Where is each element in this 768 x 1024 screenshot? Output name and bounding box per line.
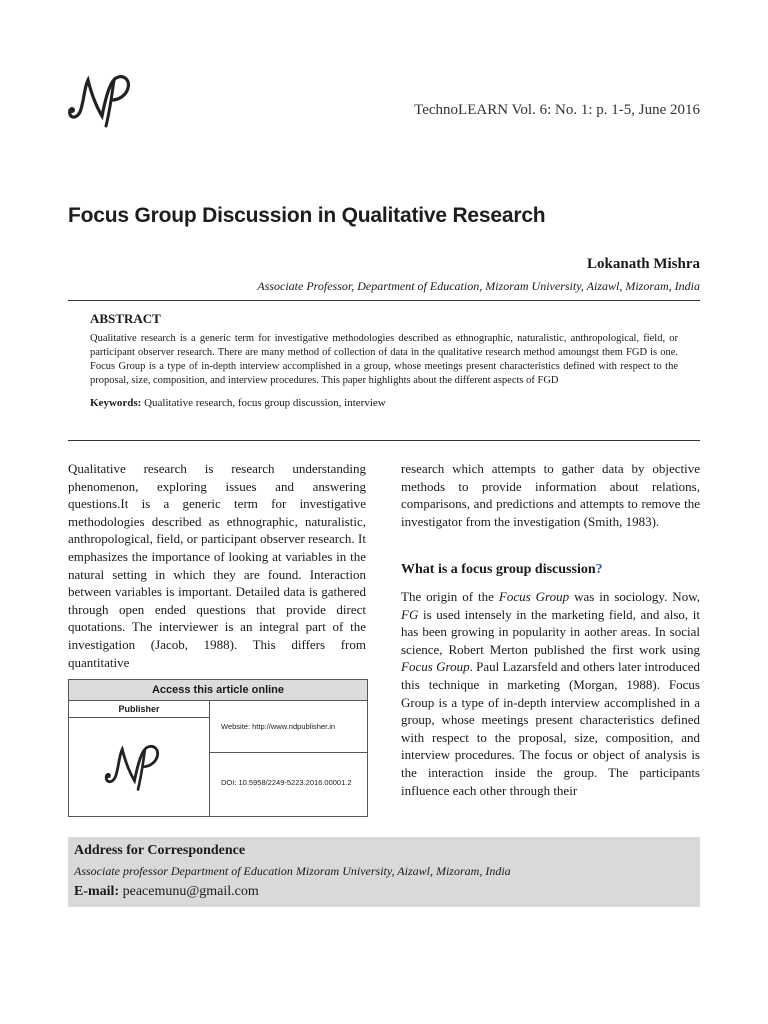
publisher-logo-small-icon [103, 737, 173, 793]
divider-bottom [68, 440, 700, 441]
email-address[interactable]: peacemunu@gmail.com [122, 884, 259, 899]
keywords-line [90, 397, 678, 409]
correspondence-box [68, 837, 700, 907]
para-italic: Focus Group [401, 659, 470, 675]
author-affiliation: Associate Professor, Department of Education, Mizoram University, Aizawl, Mizoram, India [257, 279, 700, 293]
divider-top [68, 300, 700, 301]
correspondence-heading: Address for Correspondence [74, 843, 246, 858]
keywords-text: Qualitative research, focus group discussion, interview [144, 397, 386, 409]
para-italic: Focus Group [498, 589, 570, 604]
para-text: is used intensely in the marketing field, and also, it has been growing in popularity in aother areas. In social science, Robert Merton published the first work using [401, 606, 700, 657]
section-heading-mark: ? [595, 562, 603, 577]
section-heading [401, 562, 603, 578]
abstract-body: Qualitative research is a generic term for investigative methodologies described as ethnographic, naturalistic, anthropological, field, or participant observer research. There are many method of collection of data in the qualitative research method amoungst them FGD is one. Focus Group is a type of in-depth interview accomplished in a group, whose meetings present characteristics defined with respect to the proposal, size, composition, and interview procedures. This paper highlights about the different aspects of FGD [90, 333, 678, 386]
access-details-cell [210, 701, 367, 816]
publisher-label: Publisher [69, 701, 209, 718]
right-paragraph-1: research which attempts to gather data by objective methods to provide information about relations, comparisons, and predictions and attempts to remove the investigator from the investigation (Smith, 1983). [401, 461, 700, 529]
section-heading-text: What is a focus group discussion [401, 562, 596, 577]
para-text: The origin of the [401, 589, 499, 604]
doi-text: DOI: 10.5958/2249-5223.2016.00001.2 [221, 778, 352, 787]
abstract-section [90, 311, 678, 409]
correspondence-email-line [74, 881, 694, 903]
journal-reference: TechnoLEARN Vol. 6: No. 1: p. 1-5, June 2016 [414, 102, 700, 118]
publisher-cell [69, 701, 210, 816]
website-link[interactable]: Website: http://www.ndpublisher.in [210, 701, 367, 753]
access-box-title: Access this article online [69, 680, 367, 701]
author-name: Lokanath Mishra [587, 256, 700, 272]
publisher-logo-icon [66, 66, 146, 130]
article-title: Focus Group Discussion in Qualitative Research [68, 204, 546, 227]
para-text: . Paul Lazarsfeld and others later introduced this technique in marketing (Morgan, 1988). Focus Group is a type of in-depth interview accomplished in a group, whose meetings present characteristics defined with respect to the proposal, size, composition, and interview procedures. The focus or object of analysis is the interaction inside the group. The participants influence each other through their [401, 659, 700, 798]
intro-paragraph: Qualitative research is research understanding phenomenon, exploring issues and answering questions.It is a generic term for investigative methodologies described as ethnographic, naturalistic, anthropological, field, or participant observer research. It emphasizes the importance of looking at variables in the natural setting in which they are found. Interaction between variables is important. Detailed data is gathered through open ended questions that provide direct quotations. The interviewer is an integral part of the investigation (Jacob, 1988). This differs from quantitative [68, 461, 366, 670]
keywords-label: Keywords: [90, 397, 142, 409]
access-online-box [68, 679, 368, 817]
para-italic: FG [401, 606, 419, 622]
abstract-heading: ABSTRACT [90, 311, 161, 326]
email-label: E-mail: [74, 884, 120, 899]
right-paragraph-2 [401, 588, 700, 799]
para-text: was in sociology. Now, [569, 589, 700, 604]
correspondence-address: Associate professor Department of Education Mizoram University, Aizawl, Mizoram, India [74, 864, 511, 878]
